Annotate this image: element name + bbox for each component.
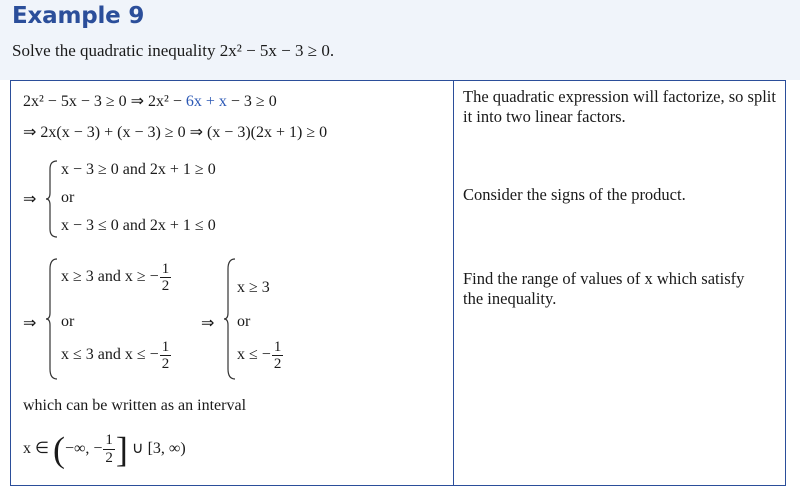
step-factorize: ⇒ 2x(x − 3) + (x − 3) ≥ 0 ⇒ (x − 3)(2x + 1) ≥ 0 — [23, 124, 328, 141]
case-or: or — [61, 189, 75, 206]
final-implies-arrow: ⇒ — [201, 315, 215, 332]
final-case-2 — [237, 339, 284, 372]
interval-lower: −∞, − — [64, 440, 103, 457]
range-or: or — [61, 313, 75, 330]
fraction-one-half — [160, 339, 172, 372]
interval-upper: ∪ [3, ∞) — [127, 440, 186, 457]
fraction-numerator: 1 — [105, 431, 113, 448]
final-or: or — [237, 313, 251, 330]
case-implies-arrow: ⇒ — [23, 191, 37, 208]
fraction-numerator: 1 — [273, 339, 282, 355]
fraction-numerator: 1 — [161, 261, 170, 277]
column-divider — [453, 81, 454, 485]
range2-text: x ≤ 3 and x ≤ − — [61, 346, 159, 364]
note-factorize: The quadratic expression will factorize, so split it into two linear factors. — [463, 87, 776, 126]
close-bracket: ] — [115, 429, 128, 470]
fraction-denominator: 2 — [161, 278, 170, 294]
step1-part-a: 2x² − 5x − 3 ≥ 0 ⇒ 2x² − — [23, 93, 186, 110]
example-header — [0, 0, 800, 80]
case-positive: x − 3 ≥ 0 and 2x + 1 ≥ 0 — [61, 161, 216, 178]
fraction-denominator: 2 — [273, 356, 282, 372]
interval-answer — [23, 427, 186, 471]
note-range: Find the range of values of x which satisfy the inequality. — [463, 269, 745, 308]
step1-split-terms: 6x + x — [185, 93, 227, 110]
final2-text: x ≤ − — [237, 346, 271, 364]
fraction-one-half — [160, 261, 172, 294]
range-case-2 — [61, 339, 172, 372]
fraction-one-half — [272, 339, 284, 372]
fraction-one-half — [103, 432, 115, 467]
interval-intro: which can be written as an interval — [23, 397, 247, 414]
step1-part-c: − 3 ≥ 0 — [226, 93, 277, 110]
note-signs: Consider the signs of the product. — [463, 185, 686, 204]
range-implies-arrow: ⇒ — [23, 315, 37, 332]
example-title: Example 9 — [12, 3, 145, 29]
interval-x-in: x ∈ — [23, 440, 53, 457]
range1-text: x ≥ 3 and x ≥ − — [61, 268, 159, 286]
fraction-denominator: 2 — [105, 449, 113, 466]
case-negative: x − 3 ≤ 0 and 2x + 1 ≤ 0 — [61, 217, 216, 234]
range-brace — [45, 257, 59, 381]
case-brace — [45, 159, 59, 239]
problem-statement: Solve the quadratic inequality 2x² − 5x − 3 ≥ 0. — [12, 41, 335, 60]
solution-table — [10, 80, 786, 486]
fraction-denominator: 2 — [161, 356, 170, 372]
open-paren: ( — [52, 429, 65, 470]
final-case-1: x ≥ 3 — [237, 279, 270, 296]
range-case-1 — [61, 261, 172, 294]
step-split-middle-term — [23, 91, 277, 111]
fraction-numerator: 1 — [161, 339, 170, 355]
final-brace — [223, 257, 237, 381]
